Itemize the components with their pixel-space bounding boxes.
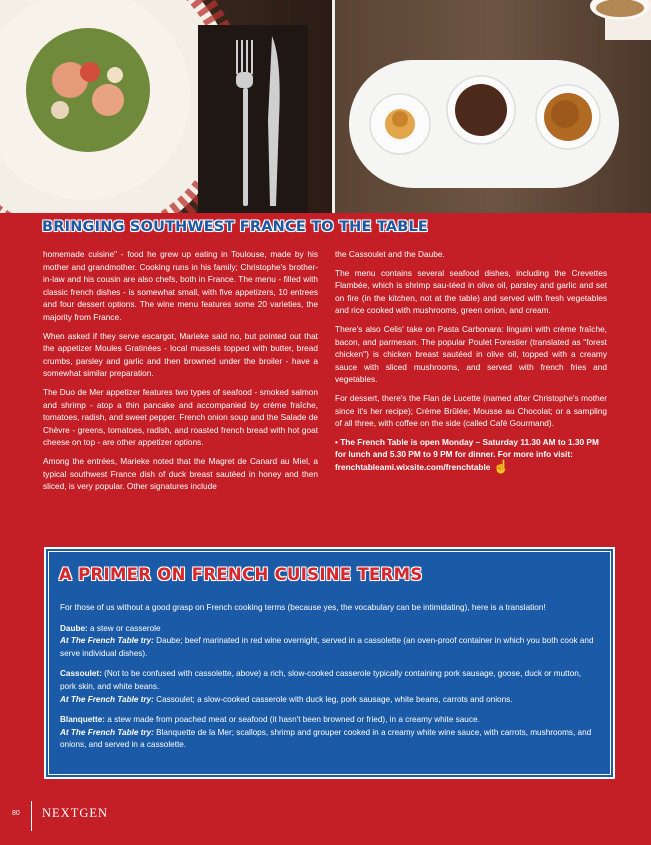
term-entry-blanquette: [60, 714, 595, 752]
article-paragraph: When asked if they serve escargot, Marieke said no, but pointed out that the appetizer Moules Gratinées - local mussels topped with butter, bread crumbs, parsley and garlic and then browned under the broiler - have a somewhat similar preparation.: [43, 330, 318, 379]
page-number: 80: [12, 810, 20, 817]
term-entry-cassoulet: [60, 668, 595, 706]
pointing-hand-icon: ☝: [493, 459, 510, 475]
primer-intro: For those of us without a good grasp on French cooking terms (because yes, the vocabulary can be intimidating), here is a translation!: [60, 603, 546, 612]
term-definition: a stew or casserole: [87, 623, 161, 633]
term-definition: a stew made from poached meat or seafood (it hasn't been browned or fried), in a creamy white sauce.: [105, 715, 480, 725]
primer-box: [44, 547, 615, 779]
try-label: At The French Table try:: [60, 636, 154, 646]
try-text: Cassoulet; a slow-cooked casserole with duck leg, pork sausage, white beans, carrots and onions.: [153, 694, 513, 704]
section-heading: BRINGING SOUTHWEST FRANCE TO THE TABLE: [42, 219, 429, 235]
article-paragraph: Among the entrées, Marieke noted that the Magret de Canard au Miel, a typical southwest France dish of duck breast sautéed in honey and then sliced, is very popular. Other signatures include: [43, 455, 318, 492]
try-label: At The French Table try:: [60, 694, 154, 704]
term-name: Daube:: [60, 623, 88, 633]
hours-info-note: [335, 436, 607, 474]
footer-divider: [31, 801, 32, 831]
primer-title: A PRIMER ON FRENCH CUISINE TERMS: [59, 565, 423, 584]
term-name: Cassoulet:: [60, 669, 102, 679]
article-paragraph: There's also Celis' take on Pasta Carbonara: linguini with crème fraîche, bacon, and parmesan. The popular Poulet Forestier (translated as "forest chicken") is chicken breast sautéed in olive oil, topped with a creamy sauce with sliced mushrooms, and served with french fries and vegetables.: [335, 323, 607, 385]
article-right-column: [335, 248, 607, 480]
salad-plate-photo: [0, 0, 332, 213]
try-label: At The French Table try:: [60, 727, 154, 737]
article-paragraph: The Duo de Mer appetizer features two types of seafood - smoked salmon and shrimp - atop a thin pancake and accompanied by crème fraîche, tomatoes, radish, and sweet pepper. French onion soup and the Salade de Chèvre - greens, tomatoes, radish, and roasted french bread with hot goat cheese on top - are other appetizer options.: [43, 386, 318, 448]
term-entry-daube: [60, 623, 595, 661]
hours-info-text: • The French Table is open Monday – Saturday 11.30 AM to 1.30 PM for lunch and 5.30 PM to 9 PM for dinner. For more info visit: frenchtableami.wixsite.com/frenchtable: [335, 436, 599, 472]
article-paragraph: For dessert, there's the Flan de Lucette (named after Christophe's mother since it's her recipe); Crème Brûlée; Mousse au Chocolat; or a sampling of all three, with coffee on the side (called Café Gourmand).: [335, 392, 607, 429]
photo-strip: [0, 0, 651, 213]
term-definition: (Not to be confused with cassolette, above) a rich, slow-cooked casserole typically containing pork sausage, goose, duck or mutton, pork skin, and white beans.: [60, 669, 582, 691]
article-left-column: [43, 248, 318, 499]
article-paragraph: homemade cuisine" - food he grew up eating in Toulouse, made by his mother and grandmother. Cooking runs in his family; Christophe's brother-in-law and his cousin are also chefs, both in France. The menu - filled with classic french dishes - is somewhat small, with five appetizers, 10 entrees and four dessert options. The wine menu features some 20 varieties, the majority from France.: [43, 249, 318, 322]
term-name: Blanquette:: [60, 715, 106, 725]
salad-plate-illustration: [0, 0, 332, 213]
dessert-plate-illustration: [335, 0, 651, 213]
primer-body: [60, 602, 595, 760]
try-text: Daube; beef marinated in red wine overnight, served in a cassolette (an oven-proof container in which you both cook and serve individual dishes).: [60, 636, 594, 658]
article-paragraph: the Cassoulet and the Daube.: [335, 249, 445, 259]
dessert-plate-photo: [335, 0, 651, 213]
magazine-brand: NEXTGEN: [42, 806, 109, 820]
try-text: Blanquette de la Mer; scallops, shrimp and grouper cooked in a creamy white wine sauce, with carrots, mushrooms, and onions, and served in a cassolette.: [60, 727, 592, 750]
article-paragraph: The menu contains several seafood dishes, including the Crevettes Flambée, which is shrimp sau-téed in olive oil, parsley and garlic and set on fire (in the kitchen, not at the table) and served with fresh vegetables and rice cooked with mushrooms, green onion, and cream.: [335, 267, 607, 316]
